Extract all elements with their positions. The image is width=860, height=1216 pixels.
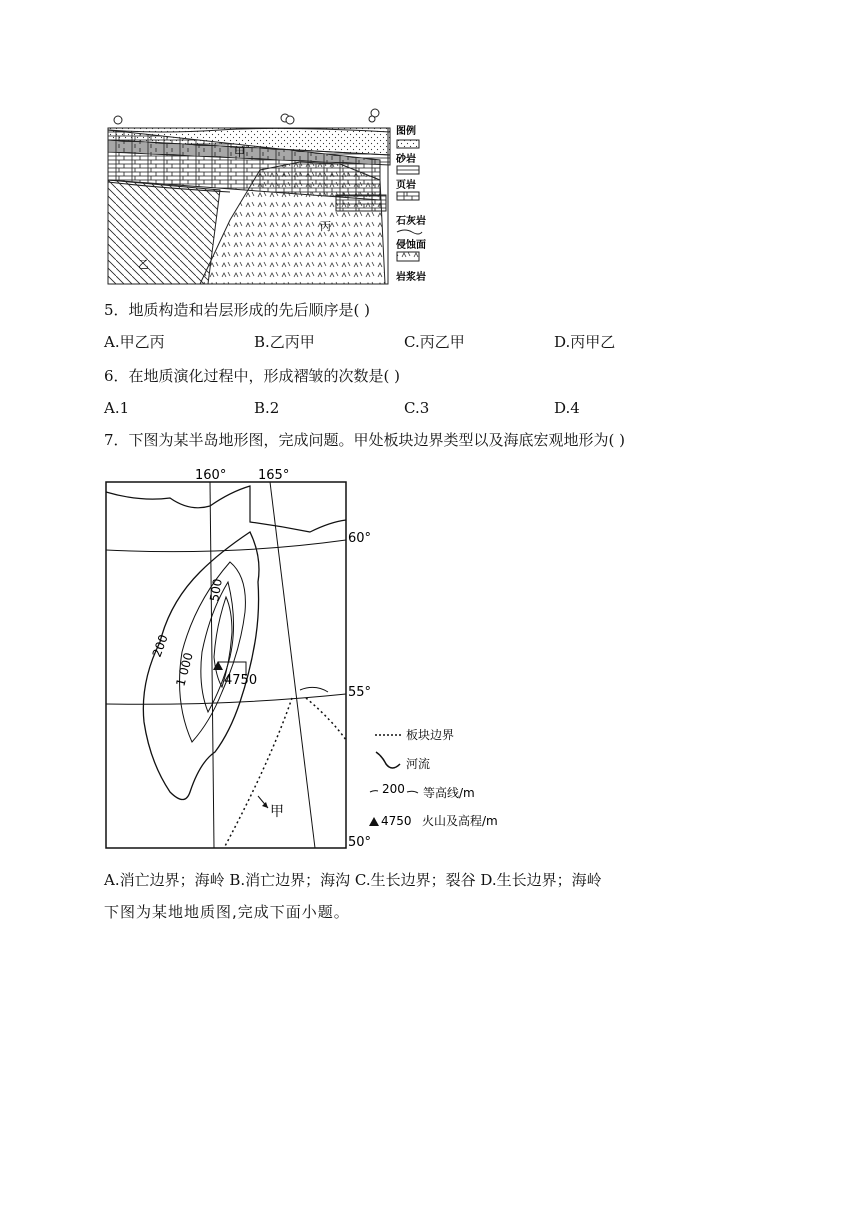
q6-option-b[interactable]: B.2 bbox=[254, 399, 280, 417]
q6-option-d[interactable]: D.4 bbox=[554, 399, 580, 417]
label-jia-map: 甲 bbox=[270, 804, 284, 820]
label-bing: 丙 bbox=[320, 220, 331, 233]
svg-text:等高线/m: 等高线/m bbox=[423, 786, 475, 800]
lat-60: 60° bbox=[348, 531, 372, 546]
q5-stem: 5．地质构造和岩层形成的先后顺序是( ) bbox=[104, 301, 371, 319]
lat-50: 50° bbox=[348, 835, 372, 850]
svg-text:200: 200 bbox=[382, 782, 405, 796]
svg-text:页岩: 页岩 bbox=[396, 180, 416, 191]
contour-200: 200 bbox=[149, 632, 171, 660]
label-jia: 甲 bbox=[234, 146, 245, 159]
svg-text:侵蚀面: 侵蚀面 bbox=[396, 240, 426, 251]
peninsula-map bbox=[100, 462, 520, 857]
q5-option-b[interactable]: B.乙丙甲 bbox=[254, 333, 315, 351]
legend bbox=[396, 124, 426, 283]
svg-text:火山及高程/m: 火山及高程/m bbox=[422, 814, 498, 828]
lat-55: 55° bbox=[348, 685, 372, 700]
map-legend bbox=[369, 727, 498, 828]
q6-stem: 6．在地质演化过程中，形成褶皱的次数是( ) bbox=[104, 367, 401, 385]
contour-500: 500 bbox=[207, 577, 225, 603]
next-section-intro: 下图为某地地质图,完成下面小题。 bbox=[104, 903, 350, 921]
q6-option-c[interactable]: C.3 bbox=[404, 399, 430, 417]
legend-title: 图例 bbox=[396, 126, 416, 137]
q6-option-a[interactable]: A.1 bbox=[104, 399, 130, 417]
q7-options[interactable]: A.消亡边界；海岭 B.消亡边界；海沟 C.生长边界；裂谷 D.生长边界；海岭 bbox=[104, 871, 602, 889]
q7-stem: 7．下图为某半岛地形图，完成问题。甲处板块边界类型以及海底宏观地形为( ) bbox=[104, 431, 626, 449]
svg-text:4750: 4750 bbox=[381, 814, 412, 828]
volcano-elevation: 4750 bbox=[224, 673, 258, 688]
svg-text:板块边界: 板块边界 bbox=[406, 728, 455, 742]
q5-option-c[interactable]: C.丙乙甲 bbox=[404, 333, 465, 351]
svg-text:石灰岩: 石灰岩 bbox=[396, 216, 426, 227]
q5-option-d[interactable]: D.丙甲乙 bbox=[554, 333, 616, 351]
svg-text:岩浆岩: 岩浆岩 bbox=[396, 272, 426, 283]
q5-option-a[interactable]: A.甲乙丙 bbox=[104, 333, 165, 351]
contour-1000: 1 000 bbox=[173, 650, 196, 688]
svg-text:河流: 河流 bbox=[406, 757, 431, 771]
label-yi: 乙 bbox=[138, 258, 149, 271]
lon-160: 160° bbox=[195, 468, 227, 483]
geology-section-figure bbox=[100, 100, 450, 290]
svg-text:砂岩: 砂岩 bbox=[396, 154, 416, 165]
lon-165: 165° bbox=[258, 468, 290, 483]
river-icon bbox=[376, 752, 400, 768]
volcano-legend-icon bbox=[369, 817, 379, 826]
